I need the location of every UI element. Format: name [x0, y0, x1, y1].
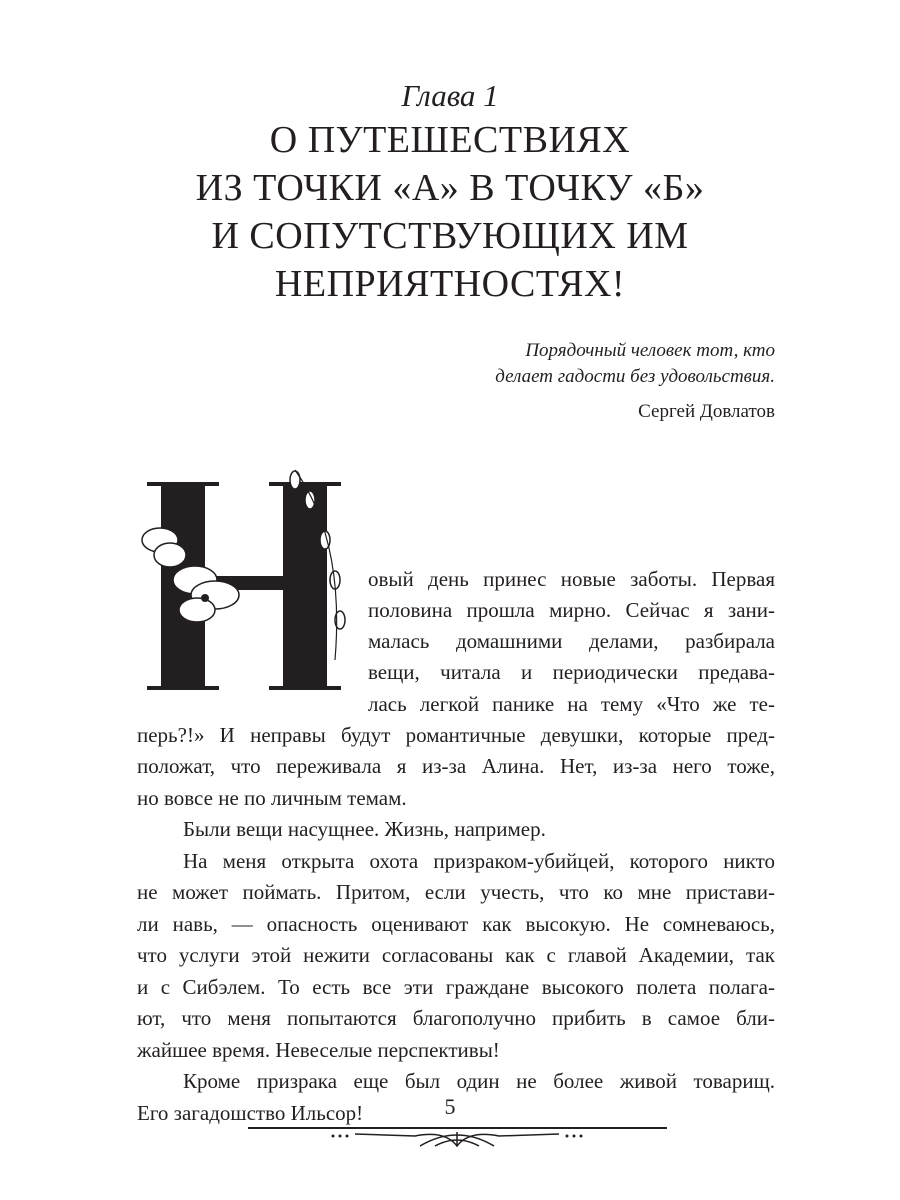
footer-ornament	[245, 1122, 670, 1152]
epigraph-line: делает гадости без удовольствия.	[495, 366, 775, 387]
drop-cap-floral-letter	[135, 460, 365, 700]
body-line: овый день принес новые заботы. Первая	[368, 567, 775, 591]
body-line: малась домашними делами, разбирала	[368, 629, 775, 653]
body-line: жайшее время. Невеселые перспективы!	[137, 1038, 500, 1062]
chapter-label: Глава 1	[401, 78, 499, 113]
body-line: ют, что меня попытаются благополучно прибить в самое бли-	[137, 1006, 775, 1030]
body-line: положат, что переживала я из-за Алина. Нет, из-за него тоже,	[137, 754, 775, 778]
body-line: Кроме призрака еще был один не более живой товарищ.	[183, 1069, 775, 1093]
chapter-title-line: И СОПУТСТВУЮЩИХ ИМ	[211, 215, 689, 257]
body-line: но вовсе не по личным темам.	[137, 786, 407, 810]
body-line: Были вещи насущнее. Жизнь, например.	[183, 817, 546, 841]
chapter-title-line: НЕПРИЯТНОСТЯХ!	[274, 263, 626, 305]
body-line: половина прошла мирно. Сейчас я зани-	[368, 598, 775, 622]
body-line: не может поймать. Притом, если учесть, что ко мне пристави-	[137, 880, 775, 904]
body-line: лась легкой панике на тему «Что же те-	[368, 692, 775, 716]
body-line: На меня открыта охота призраком-убийцей, которого никто	[183, 849, 775, 873]
body-line: что услуги этой нежити согласованы как с главой Академии, так	[137, 943, 775, 967]
body-line: и с Сибэлем. То есть все эти граждане высокого полета полага-	[137, 975, 775, 999]
body-line: ли навь, — опасность оценивают как высокую. Не сомневаюсь,	[137, 912, 775, 936]
body-line: перь?!» И неправы будут романтичные девушки, которые пред-	[137, 723, 775, 747]
chapter-title-line: О ПУТЕШЕСТВИЯХ	[269, 119, 631, 161]
chapter-title-line: ИЗ ТОЧКИ «А» В ТОЧКУ «Б»	[195, 167, 705, 209]
epigraph-line: Порядочный человек тот, кто	[525, 340, 775, 361]
page-number: 5	[444, 1094, 456, 1119]
body-line: Его загадошство Ильсор!	[137, 1101, 364, 1125]
epigraph-author: Сергей Довлатов	[638, 401, 775, 422]
body-line: вещи, читала и периодически предава-	[368, 660, 775, 684]
